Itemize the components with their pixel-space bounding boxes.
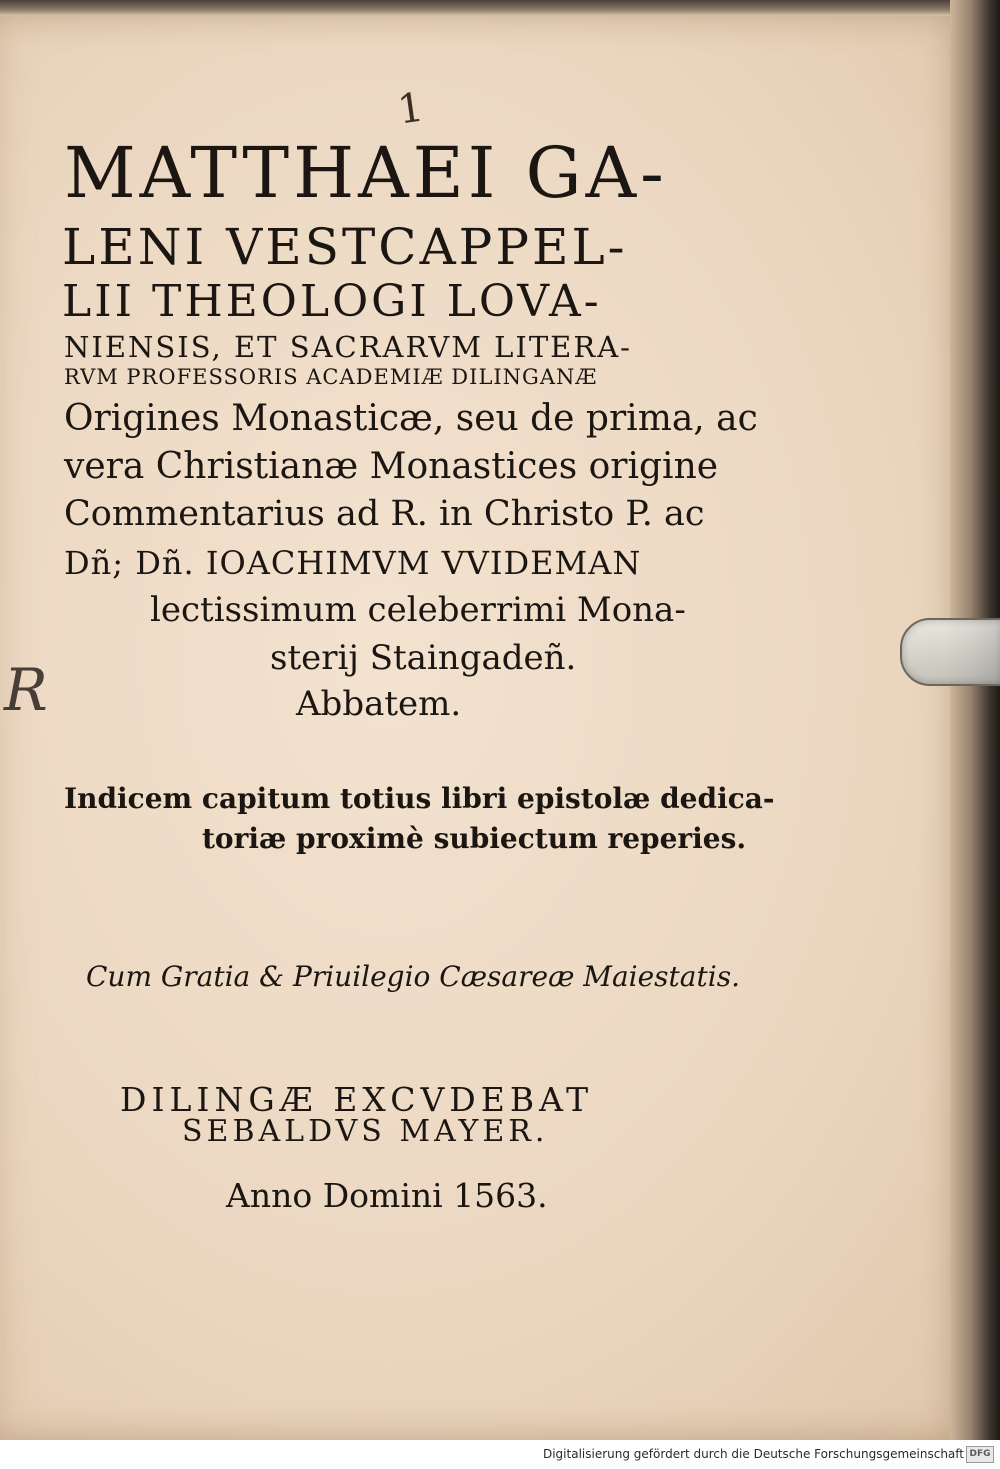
title-line-7: Abbatem.	[296, 684, 462, 724]
index-note-line-2: toriæ proximè subiectum reperies.	[202, 822, 747, 855]
heading-line-5: RVM PROFESSORIS ACADEMIÆ DILINGANÆ	[64, 365, 598, 389]
page-fore-edge	[950, 0, 1000, 1440]
title-line-4: Dñ; Dñ. IOACHIMVM VVIDEMAN	[64, 544, 642, 582]
imprint-line-1: DILINGÆ EXCVDEBAT	[120, 1080, 594, 1119]
heading-line-3: LII THEOLOGI LOVA-	[62, 276, 602, 327]
title-line-6: sterij Staingadeñ.	[270, 638, 577, 678]
page-tab-marker	[900, 618, 1000, 686]
heading-line-2: LENI VESTCAPPEL-	[62, 218, 628, 276]
year-line: Anno Domini 1563.	[226, 1176, 548, 1215]
footer-credit: Digitalisierung gefördert durch die Deutsche Forschungsgemeinschaft	[542, 1447, 964, 1461]
title-line-1: Origines Monasticæ, seu de prima, ac	[64, 398, 758, 439]
title-line-3: Commentarius ad R. in Christo P. ac	[64, 494, 705, 534]
title-line-2: vera Christianæ Monastices origine	[64, 446, 719, 487]
title-line-5: lectissimum celeberrimi Mona-	[150, 590, 686, 630]
index-note-line-1: Indicem capitum totius libri epistolæ dedica-	[64, 782, 775, 815]
heading-line-4: NIENSIS, ET SACRARVM LITERA-	[64, 330, 632, 364]
imprint-line-2: SEBALDVS MAYER.	[182, 1114, 549, 1149]
dfg-logo: DFG	[966, 1446, 994, 1463]
margin-mark: R	[4, 656, 48, 724]
heading-line-1: MATTHAEI GA-	[64, 132, 668, 214]
folio-mark: 1	[394, 84, 427, 134]
page-top-edge	[0, 0, 1000, 16]
privilege-line: Cum Gratia & Priuilegio Cæsareæ Maiestatis.	[86, 960, 740, 993]
